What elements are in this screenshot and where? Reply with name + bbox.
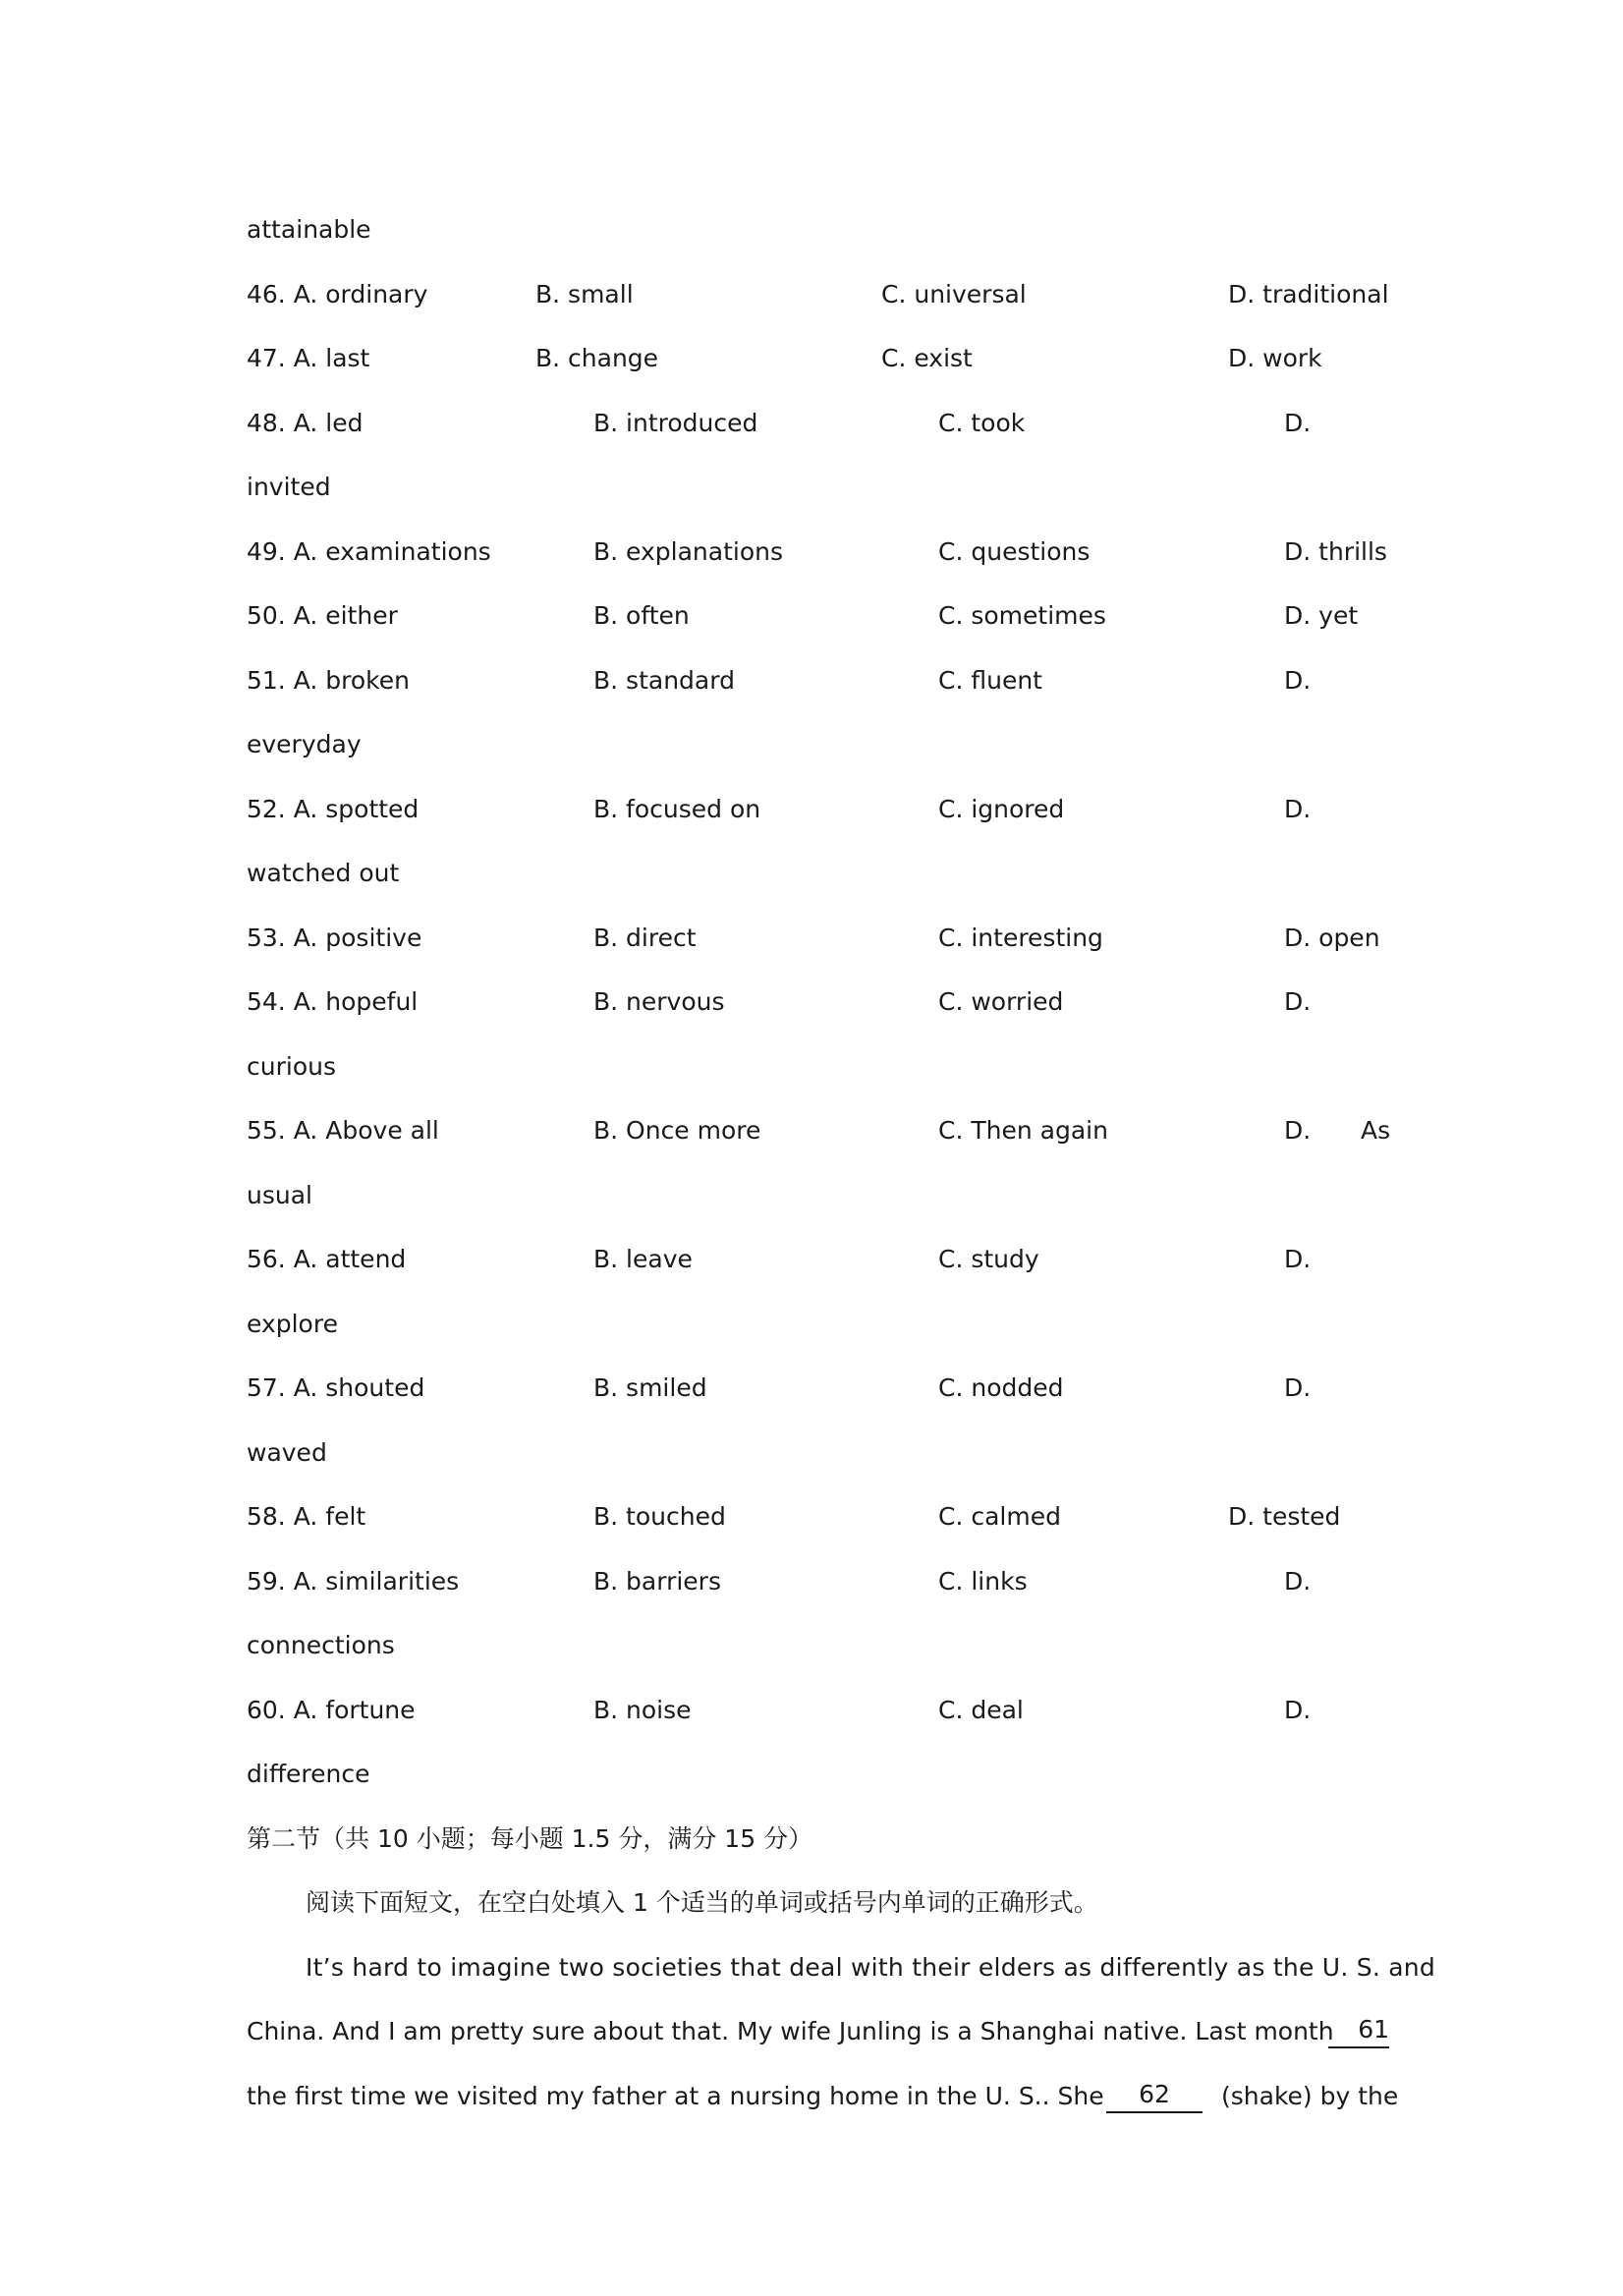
section-instruction: 阅读下面短文，在空白处填入 1 个适当的单词或括号内单词的正确形式。	[306, 1888, 1098, 1917]
option-b: B. change	[535, 344, 659, 372]
option-d-wrap-line	[0, 850, 1623, 897]
option-c: C. questions	[938, 537, 1091, 566]
question-row	[0, 1107, 1623, 1154]
question-row	[0, 335, 1623, 382]
option-c: C. deal	[938, 1696, 1024, 1724]
option-b: B. small	[535, 280, 634, 308]
option-a: 55. A. Above all	[247, 1116, 439, 1145]
option-a: 57. A. shouted	[247, 1373, 425, 1402]
option-d: D. yet	[1284, 601, 1359, 630]
option-d-wrap-line	[0, 1622, 1623, 1669]
option-b: B. direct	[593, 924, 697, 952]
option-b: B. smiled	[593, 1373, 707, 1402]
option-d: D.	[1284, 666, 1312, 695]
blank-61: 61	[1328, 2013, 1389, 2048]
option-d-wrapped-text: invited	[247, 473, 331, 501]
section-heading: 第二节（共 10 小题；每小题 1.5 分，满分 15 分）	[247, 1824, 813, 1853]
option-d: D. thrills	[1284, 537, 1387, 566]
passage-text: China. And I am pretty sure about that. My wife Junling is a Shanghai native. Last month	[247, 2017, 1334, 2045]
option-d: D.	[1284, 1567, 1312, 1596]
option-c: C. nodded	[938, 1373, 1064, 1402]
option-d-continued: As	[1361, 1116, 1391, 1145]
question-row	[0, 529, 1623, 576]
option-d: D.	[1284, 409, 1312, 437]
option-d-wrap-line	[0, 1043, 1623, 1091]
question-row	[0, 1236, 1623, 1283]
question-row	[0, 1365, 1623, 1412]
option-c: C. links	[938, 1567, 1028, 1596]
option-b: B. standard	[593, 666, 735, 695]
blank-62: 62	[1106, 2078, 1203, 2113]
option-c: C. sometimes	[938, 601, 1106, 630]
option-b: B. explanations	[593, 537, 783, 566]
passage-line	[0, 2008, 1623, 2055]
option-c: C. exist	[881, 344, 973, 372]
option-d-wrap-line	[0, 1429, 1623, 1477]
option-b: B. barriers	[593, 1567, 721, 1596]
question-row	[0, 400, 1623, 447]
passage-text: It’s hard to imagine two societies that deal with their elders as differently as the U. S. and	[306, 1953, 1436, 1982]
passage-line	[0, 2073, 1623, 2120]
option-c: C. Then again	[938, 1116, 1108, 1145]
option-a: 46. A. ordinary	[247, 280, 428, 308]
option-d-wrapped-text: everyday	[247, 730, 362, 758]
passage-line	[0, 1944, 1623, 1991]
option-d-wrapped-text: difference	[247, 1760, 370, 1788]
option-d: D.	[1284, 1373, 1312, 1402]
option-c: C. worried	[938, 987, 1064, 1016]
option-d: D. traditional	[1228, 280, 1389, 308]
section-heading-line	[0, 1816, 1623, 1863]
option-d-wrapped-text: connections	[247, 1631, 395, 1659]
passage-text: (shake) by the	[1221, 2082, 1399, 2110]
option-c: C. fluent	[938, 666, 1042, 695]
option-a: 53. A. positive	[247, 924, 422, 952]
option-b: B. focused on	[593, 795, 761, 823]
option-d: D.	[1284, 1245, 1312, 1273]
option-c: C. ignored	[938, 795, 1065, 823]
option-d-wrap-line	[0, 1751, 1623, 1798]
option-b: B. noise	[593, 1696, 692, 1724]
option-a: 52. A. spotted	[247, 795, 420, 823]
option-c: C. interesting	[938, 924, 1103, 952]
option-c: C. calmed	[938, 1502, 1061, 1531]
option-d-wrapped-text: watched out	[247, 859, 400, 887]
option-d: D. open	[1284, 924, 1380, 952]
question-row	[0, 915, 1623, 962]
question-row	[0, 1558, 1623, 1605]
option-d-wrapped-text: waved	[247, 1438, 327, 1467]
option-b: B. touched	[593, 1502, 726, 1531]
option-a: 54. A. hopeful	[247, 987, 419, 1016]
question-row	[0, 786, 1623, 833]
option-d-wrap-line	[0, 464, 1623, 511]
option-d-wrapped-text: curious	[247, 1052, 336, 1081]
option-a: 58. A. felt	[247, 1502, 366, 1531]
option-d-wrap-line	[0, 721, 1623, 768]
option-d: D.	[1284, 795, 1312, 823]
option-b: B. leave	[593, 1245, 693, 1273]
option-d: D. work	[1228, 344, 1322, 372]
option-a: 60. A. fortune	[247, 1696, 416, 1724]
question-row	[0, 271, 1623, 318]
option-c: C. universal	[881, 280, 1027, 308]
option-a: 49. A. examinations	[247, 537, 491, 566]
option-d: D. tested	[1228, 1502, 1341, 1531]
option-d-wrap-line	[0, 1172, 1623, 1219]
option-d-wrap-line	[0, 1301, 1623, 1348]
option-b: B. introduced	[593, 409, 758, 437]
option-d: D.	[1284, 1696, 1312, 1724]
option-a: 56. A. attend	[247, 1245, 407, 1273]
question-row	[0, 592, 1623, 640]
option-d-wrapped-text: explore	[247, 1310, 338, 1338]
option-a: 50. A. either	[247, 601, 398, 630]
carry-over-option: attainable	[247, 215, 371, 244]
option-b: B. nervous	[593, 987, 725, 1016]
text-line	[0, 206, 1623, 253]
option-a: 59. A. similarities	[247, 1567, 460, 1596]
option-d-wrapped-text: usual	[247, 1181, 312, 1209]
option-a: 48. A. led	[247, 409, 364, 437]
question-row	[0, 657, 1623, 704]
question-row	[0, 1493, 1623, 1540]
instruction-line	[0, 1879, 1623, 1927]
option-d: D.	[1284, 987, 1312, 1016]
option-a: 51. A. broken	[247, 666, 410, 695]
question-row	[0, 979, 1623, 1026]
question-row	[0, 1687, 1623, 1734]
option-c: C. took	[938, 409, 1026, 437]
option-b: B. Once more	[593, 1116, 761, 1145]
passage-text: the first time we visited my father at a nursing home in the U. S.. She	[247, 2082, 1104, 2110]
option-b: B. often	[593, 601, 690, 630]
option-d: D.	[1284, 1116, 1312, 1145]
option-c: C. study	[938, 1245, 1039, 1273]
option-a: 47. A. last	[247, 344, 370, 372]
